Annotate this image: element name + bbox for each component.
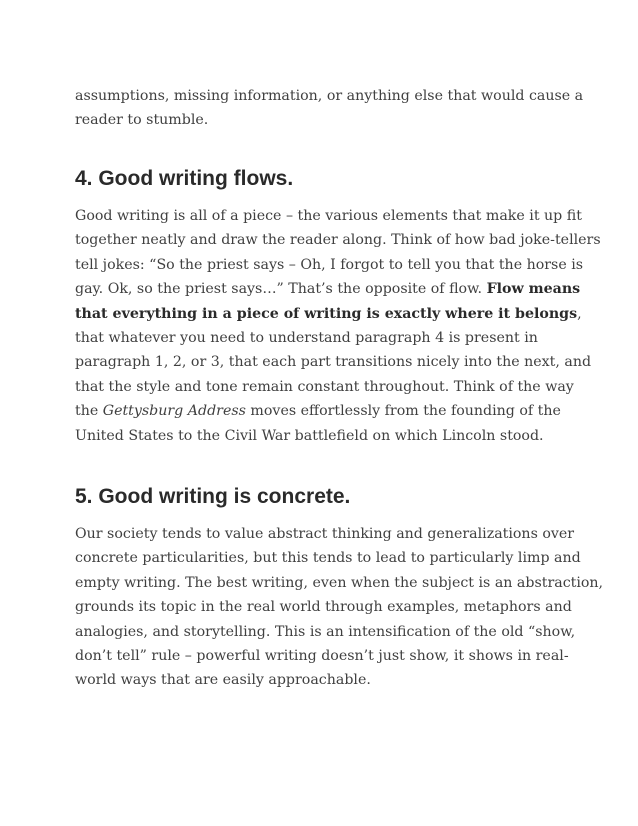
line-text: the — [75, 403, 103, 420]
paragraph-line: don’t tell” rule – powerful writing doesn’t just show, it shows in real- — [75, 648, 569, 665]
bold-emphasis: Flow means — [486, 281, 581, 298]
paragraph-line: tell jokes: “So the priest says – Oh, I forgot to tell you that the horse is — [75, 256, 584, 273]
paragraph-line: grounds its topic in the real world through examples, metaphors and — [75, 599, 572, 616]
paragraph-line: paragraph 1, 2, or 3, that each part transitions nicely into the next, and — [75, 354, 592, 371]
paragraph-line: together neatly and draw the reader along. Think of how bad joke-tellers — [75, 232, 601, 249]
flows-paragraph — [75, 204, 601, 448]
line-text: moves effortlessly from the founding of the — [245, 403, 561, 420]
paragraph-line: empty writing. The best writing, even when the subject is an abstraction, — [75, 574, 604, 591]
paragraph-line: United States to the Civil War battlefield on which Lincoln stood. — [75, 427, 544, 444]
paragraph-line: Our society tends to value abstract thinking and generalizations over — [75, 526, 575, 542]
paragraph-line: that the style and tone remain constant throughout. Think of the way — [75, 378, 574, 395]
italic-title: Gettysburg Address — [102, 403, 246, 420]
paragraph-line: Good writing is all of a piece – the various elements that make it up fit — [75, 208, 582, 224]
paragraph-line — [75, 399, 601, 423]
paragraph-line: reader to stumble. — [75, 112, 209, 129]
paragraph-line — [75, 302, 601, 326]
paragraph-line — [75, 277, 601, 301]
paragraph-line: analogies, and storytelling. This is an intensification of the old “show, — [75, 623, 576, 640]
intro-paragraph — [75, 84, 583, 133]
concrete-paragraph — [75, 522, 603, 693]
section-heading-concrete: 5. Good writing is concrete. — [75, 485, 351, 508]
paragraph-line: concrete particularities, but this tends to lead to particularly limp and — [75, 550, 581, 567]
line-text: , — [577, 305, 582, 322]
line-text: gay. Ok, so the priest says…” That’s the opposite of flow. — [75, 281, 487, 298]
paragraph-line: world ways that are easily approachable. — [75, 672, 371, 689]
section-heading-flows: 4. Good writing flows. — [75, 167, 294, 190]
bold-emphasis: that everything in a piece of writing is exactly where it belongs — [75, 305, 578, 322]
paragraph-line: assumptions, missing information, or anything else that would cause a — [75, 88, 584, 104]
paragraph-line: that whatever you need to understand paragraph 4 is present in — [75, 330, 538, 347]
